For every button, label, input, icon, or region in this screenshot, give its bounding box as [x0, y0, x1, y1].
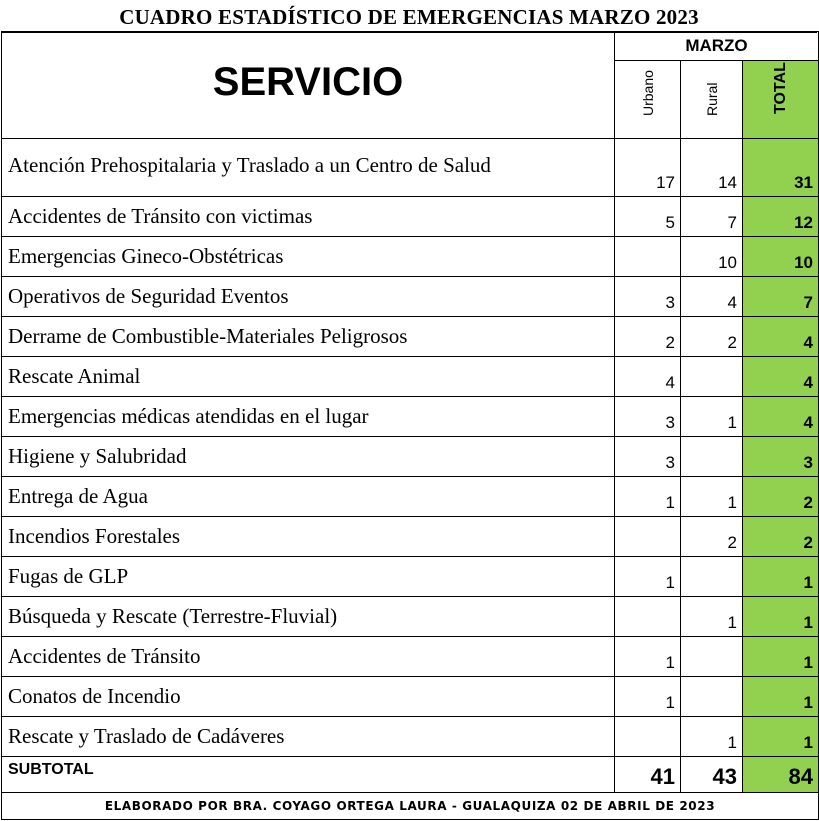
urban-cell: 3: [615, 437, 681, 477]
urban-cell: 2: [615, 317, 681, 357]
total-cell: 31: [743, 139, 819, 197]
table-row: [2, 677, 819, 717]
total-header: TOTAL: [743, 61, 819, 139]
total-cell: 3: [743, 437, 819, 477]
rural-cell: 1: [681, 397, 743, 437]
stats-sheet: [1, 1, 817, 819]
urban-cell: 1: [615, 637, 681, 677]
service-cell: Operativos de Seguridad Eventos: [2, 277, 615, 317]
service-cell: Rescate Animal: [2, 357, 615, 397]
rural-cell: [681, 677, 743, 717]
rural-cell: [681, 437, 743, 477]
urban-cell: [615, 597, 681, 637]
urban-header: Urbano: [615, 61, 681, 139]
subtotal-total: 84: [743, 757, 819, 793]
table-row: [2, 477, 819, 517]
total-cell: 4: [743, 397, 819, 437]
service-header: SERVICIO: [2, 32, 615, 139]
total-cell: 1: [743, 637, 819, 677]
service-cell: Incendios Forestales: [2, 517, 615, 557]
urban-cell: [615, 717, 681, 757]
urban-cell: 17: [615, 139, 681, 197]
service-cell: Rescate y Traslado de Cadáveres: [2, 717, 615, 757]
service-cell: Accidentes de Tránsito con victimas: [2, 197, 615, 237]
table-row: [2, 597, 819, 637]
total-cell: 1: [743, 597, 819, 637]
table-row: [2, 437, 819, 477]
table-row: [2, 139, 819, 197]
rural-cell: [681, 637, 743, 677]
rural-cell: 2: [681, 517, 743, 557]
total-cell: 1: [743, 677, 819, 717]
rural-header: Rural: [681, 61, 743, 139]
subtotal-urban: 41: [615, 757, 681, 793]
urban-cell: [615, 237, 681, 277]
urban-cell: 4: [615, 357, 681, 397]
service-cell: Entrega de Agua: [2, 477, 615, 517]
total-cell: 12: [743, 197, 819, 237]
service-cell: Atención Prehospitalaria y Traslado a un Centro de Salud: [2, 139, 615, 197]
total-cell: 2: [743, 517, 819, 557]
service-cell: Higiene y Salubridad: [2, 437, 615, 477]
service-cell: Búsqueda y Rescate (Terrestre-Fluvial): [2, 597, 615, 637]
total-cell: 1: [743, 717, 819, 757]
service-cell: Emergencias médicas atendidas en el lugar: [2, 397, 615, 437]
total-cell: 10: [743, 237, 819, 277]
total-cell: 4: [743, 357, 819, 397]
service-cell: Fugas de GLP: [2, 557, 615, 597]
table-row: [2, 277, 819, 317]
rural-cell: 14: [681, 139, 743, 197]
rural-cell: [681, 357, 743, 397]
urban-cell: 3: [615, 397, 681, 437]
footer-credit: ELABORADO POR BRA. COYAGO ORTEGA LAURA - GUALAQUIZA 02 DE ABRIL DE 2023: [2, 793, 819, 820]
table-row: [2, 357, 819, 397]
subtotal-rural: 43: [681, 757, 743, 793]
urban-cell: 5: [615, 197, 681, 237]
rural-cell: [681, 557, 743, 597]
table-row: [2, 637, 819, 677]
rural-cell: 1: [681, 597, 743, 637]
service-cell: Conatos de Incendio: [2, 677, 615, 717]
urban-cell: 1: [615, 477, 681, 517]
rural-cell: 1: [681, 477, 743, 517]
rural-cell: 4: [681, 277, 743, 317]
total-cell: 2: [743, 477, 819, 517]
table-row: [2, 237, 819, 277]
service-cell: Emergencias Gineco-Obstétricas: [2, 237, 615, 277]
rural-cell: 1: [681, 717, 743, 757]
rural-cell: 7: [681, 197, 743, 237]
urban-cell: 1: [615, 677, 681, 717]
total-cell: 4: [743, 317, 819, 357]
rural-cell: 2: [681, 317, 743, 357]
urban-cell: 3: [615, 277, 681, 317]
month-header: MARZO: [615, 32, 819, 61]
subtotal-label: SUBTOTAL: [2, 757, 615, 793]
service-cell: Accidentes de Tránsito: [2, 637, 615, 677]
total-cell: 1: [743, 557, 819, 597]
urban-cell: 1: [615, 557, 681, 597]
total-cell: 7: [743, 277, 819, 317]
table-row: [2, 317, 819, 357]
service-cell: Derrame de Combustible-Materiales Peligrosos: [2, 317, 615, 357]
emergency-table: [1, 31, 819, 820]
table-row: [2, 517, 819, 557]
table-row: [2, 557, 819, 597]
table-row: [2, 197, 819, 237]
sheet-title: CUADRO ESTADÍSTICO DE EMERGENCIAS MARZO 2023: [1, 1, 817, 33]
table-row: [2, 717, 819, 757]
rural-cell: 10: [681, 237, 743, 277]
subtotal-row: [2, 757, 819, 793]
urban-cell: [615, 517, 681, 557]
table-row: [2, 397, 819, 437]
